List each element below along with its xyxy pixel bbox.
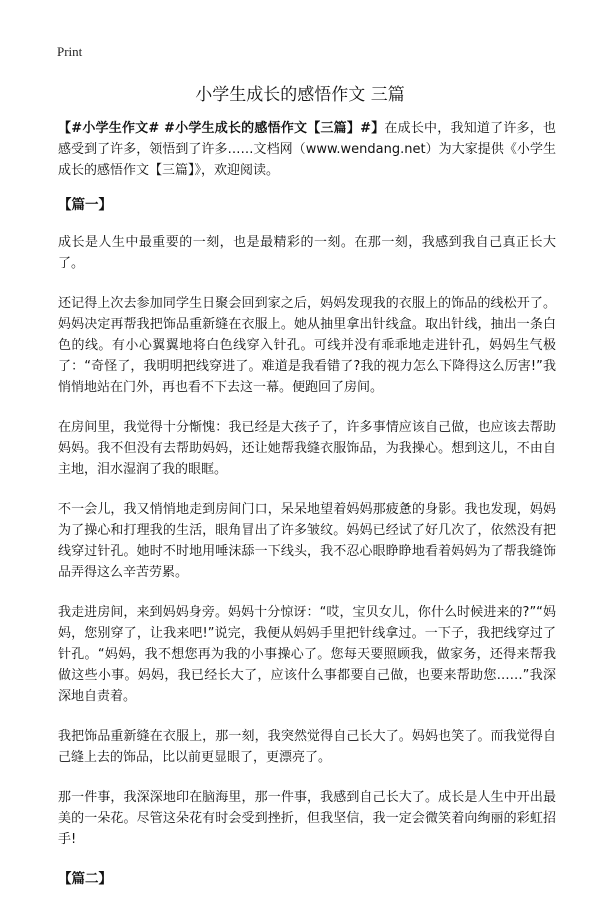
document-body: [58, 118, 556, 906]
section-heading-2: 【篇二】: [58, 871, 112, 887]
paragraph: 不一会儿，我又悄悄地走到房间门口，呆呆地望着妈妈那疲惫的身影。我也发现，妈妈为了操心和打理我的生活，眼角冒出了许多皱纹。妈妈已经试了好几次了，依然没有把线穿过针孔。她时不时地用唾沫舔一下线头，我不忍心眼睁睁地看着妈妈为了帮我缝饰品弄得这么辛苦劳累。: [58, 502, 556, 580]
paragraph: 还记得上次去参加同学生日聚会回到家之后，妈妈发现我的衣服上的饰品的线松开了。妈妈决定再帮我把饰品重新缝在衣服上。她从抽里拿出针线盒。取出针线，抽出一条白色的线。有小心翼翼地将白色线穿入针孔。可线并没有乖乖地走进针孔，妈妈生气极了：“奇怪了，我明明把线穿进了。难道是我看错了?我的视力怎么下降得这么厉害!”我悄悄地站在门外，再也看不下去这一幕。便跑回了房间。: [58, 296, 556, 395]
intro-paragraph: [58, 118, 556, 181]
paragraph: 那一件事，我深深地印在脑海里，那一件事，我感到自己长大了。成长是人生中开出最美的一朵花。尽管这朵花有时会受到挫折，但我坚信，我一定会微笑着向绚丽的彩虹招手!: [58, 790, 556, 847]
paragraph: 我走进房间，来到妈妈身旁。妈妈十分惊讶：“哎，宝贝女儿，你什么时候进来的?”“妈妈，您别穿了，让我来吧!”说完，我便从妈妈手里把针线拿过。一下子，我把线穿过了针孔。“妈妈，我不想您再为我的小事操心了。您每天要照顾我，做家务，还得来帮我做这些小事。妈妈，我已经长大了，应该什么事都要自己做，也要来帮助您……”我深深地自责着。: [58, 605, 556, 704]
paragraph: 成长是人生中最重要的一刻，也是最精彩的一刻。在那一刻，我感到我自己真正长大了。: [58, 235, 556, 271]
intro-tags: 【#小学生作文# #小学生成长的感悟作文【三篇】#】: [58, 121, 385, 136]
paragraph: 我把饰品重新缝在衣服上，那一刻，我突然觉得自己长大了。妈妈也笑了。而我觉得自己缝上去的饰品，比以前更显眼了，更漂亮了。: [58, 729, 556, 765]
page-title: 小学生成长的感悟作文 三篇: [195, 85, 405, 105]
paragraph: 在房间里，我觉得十分惭愧：我已经是大孩子了，许多事情应该自己做，也应该去帮助妈妈。我不但没有去帮助妈妈，还让她帮我缝衣服饰品，为我操心。想到这儿，不由自主地，泪水湿润了我的眼眶。: [58, 420, 556, 477]
section-heading-1: 【篇一】: [58, 197, 112, 213]
intro-text: 在成长中，我知道了许多，也感受到了许多，领悟到了许多……文档网（www.wendang.net）为大家提供《小学生成长的感悟作文【三篇】》，欢迎阅读。: [58, 121, 556, 178]
print-label[interactable]: Print: [57, 44, 83, 59]
